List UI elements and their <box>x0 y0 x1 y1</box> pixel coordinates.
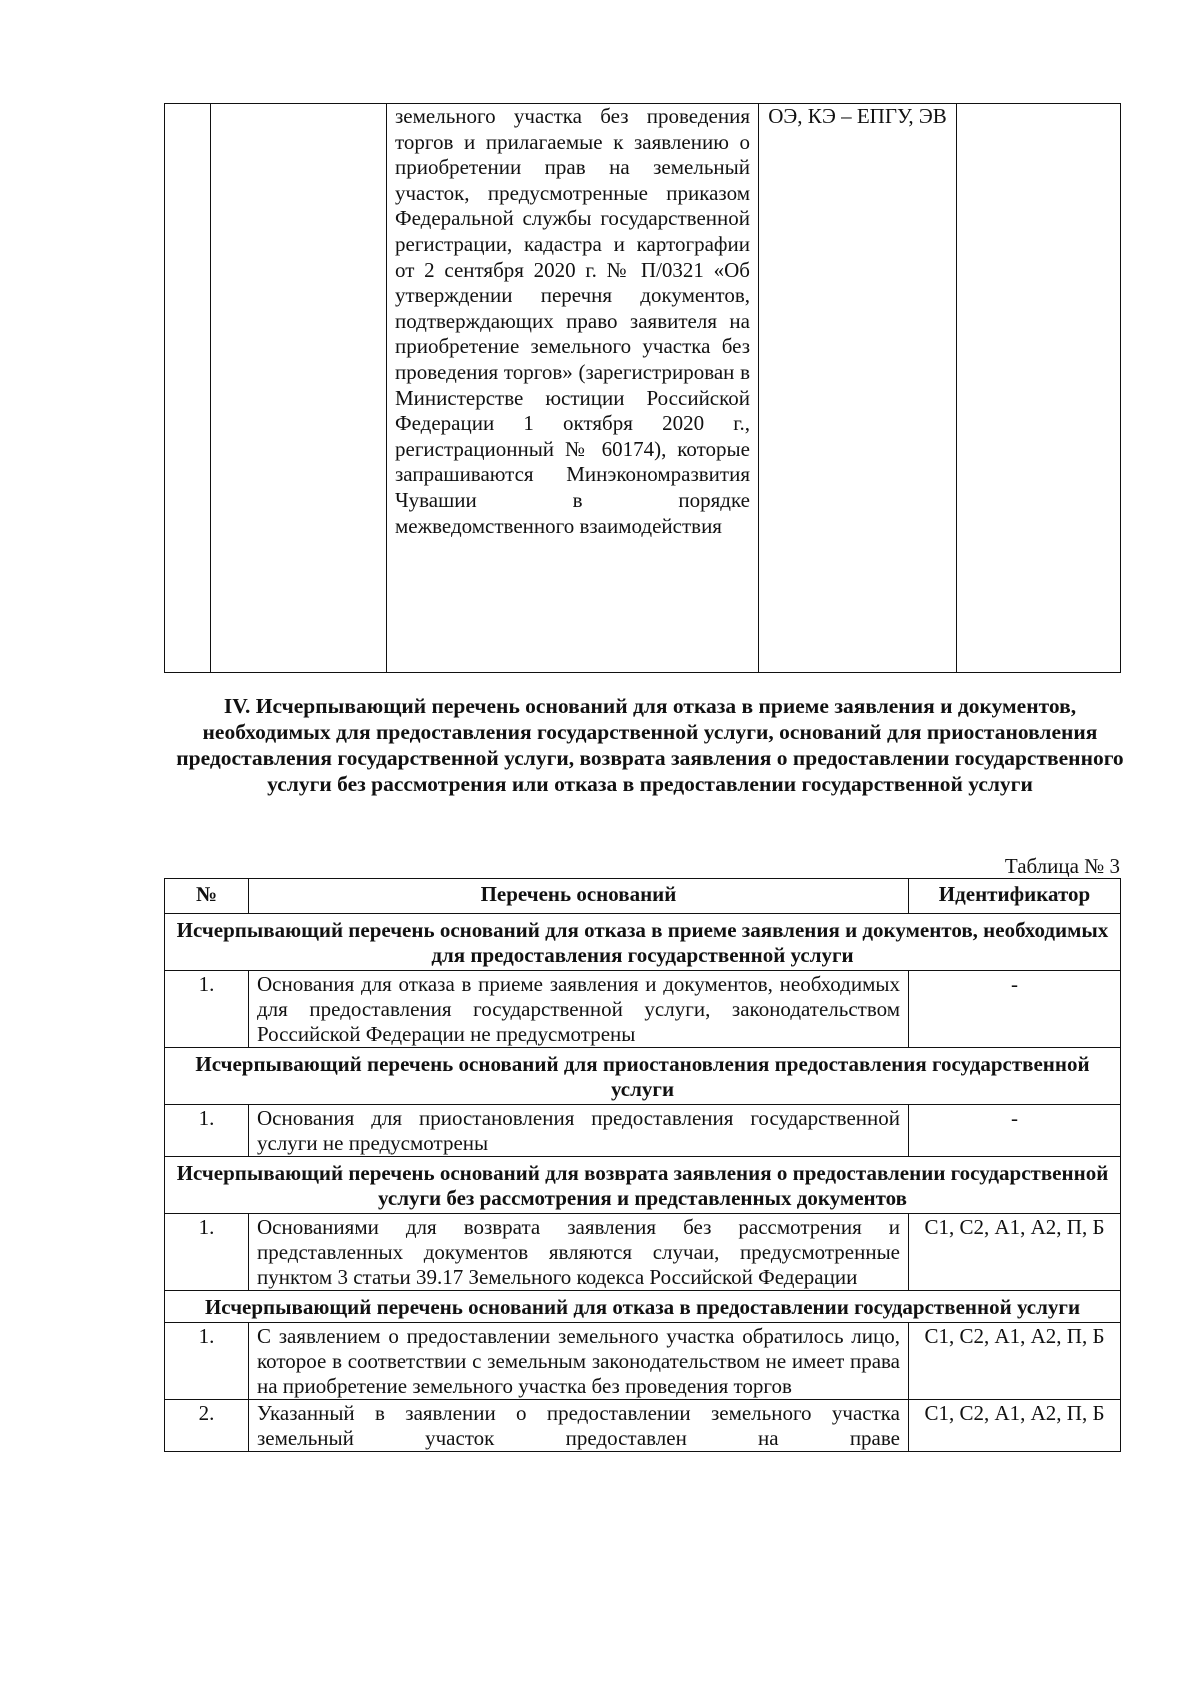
row-number: 2. <box>165 1400 249 1452</box>
ground-text: Основания для приостановления предоставления государственной услуги не предусмотрены <box>249 1105 909 1157</box>
table-row <box>165 1105 1121 1157</box>
group-title: Исчерпывающий перечень оснований для приостановления предоставления государственной услуги <box>165 1048 1121 1105</box>
submission-method: ОЭ, КЭ – ЕПГУ, ЭВ <box>759 104 957 673</box>
ground-identifier: С1, С2, А1, А2, П, Б <box>909 1214 1121 1291</box>
section-heading: IV. Исчерпывающий перечень оснований для отказа в приеме заявления и документов, необходимых для предоставления государственной услуги, оснований для приостановления предоставления государственной услуги, возврата заявления о предоставлении государственного услуги без рассмотрения или отказа в предоставлении государственной услуги <box>176 694 1124 796</box>
grounds-table <box>164 878 1121 1452</box>
row-number: 1. <box>165 1214 249 1291</box>
group-title: Исчерпывающий перечень оснований для возврата заявления о предоставлении государственной услуги без рассмотрения и представленных документов <box>165 1157 1121 1214</box>
column-header-grounds: Перечень оснований <box>249 879 909 914</box>
table-header-row <box>165 879 1121 914</box>
row-number: 1. <box>165 1323 249 1400</box>
group-header-row <box>165 1291 1121 1323</box>
ground-text: Основаниями для возврата заявления без рассмотрения и представленных документов являются случаи, предусмотренные пунктом 3 статьи 39.17 Земельного кодекса Российской Федерации <box>249 1214 909 1291</box>
ground-identifier: С1, С2, А1, А2, П, Б <box>909 1400 1121 1452</box>
table-row <box>165 104 1121 673</box>
table-row <box>165 1400 1121 1452</box>
document-description: земельного участка без проведения торгов и прилагаемые к заявлению о приобретении прав на земельный участок, предусмотренные приказом Федеральной службы государственной регистрации, кадастра и картографии от 2 сентября 2020 г. № П/0321 «Об утверждении перечня документов, подтверждающих право заявителя на приобретение земельного участка без проведения торгов» (зарегистрирован в Министерстве юстиции Российской Федерации 1 октября 2020 г., регистрационный № 60174), которые запрашиваются Минэкономразвития Чувашии в порядке межведомственного взаимодействия <box>387 104 759 673</box>
group-header-row <box>165 914 1121 971</box>
row-number: 1. <box>165 1105 249 1157</box>
column-header-identifier: Идентификатор <box>909 879 1121 914</box>
table-cell <box>211 104 387 673</box>
ground-text: Указанный в заявлении о предоставлении земельного участка земельный участок предоставлен на праве <box>249 1400 909 1452</box>
group-header-row <box>165 1157 1121 1214</box>
column-header-number: № <box>165 879 249 914</box>
ground-identifier: - <box>909 971 1121 1048</box>
table-row <box>165 1323 1121 1400</box>
table-caption: Таблица № 3 <box>1004 854 1120 878</box>
ground-identifier: С1, С2, А1, А2, П, Б <box>909 1323 1121 1400</box>
group-title: Исчерпывающий перечень оснований для отказа в приеме заявления и документов, необходимых для предоставления государственной услуги <box>165 914 1121 971</box>
row-number: 1. <box>165 971 249 1048</box>
group-title: Исчерпывающий перечень оснований для отказа в предоставлении государственной услуги <box>165 1291 1121 1323</box>
ground-text: С заявлением о предоставлении земельного участка обратилось лицо, которое в соответствии с земельным законодательством не имеет права на приобретение земельного участка без проведения торгов <box>249 1323 909 1400</box>
ground-text: Основания для отказа в приеме заявления и документов, необходимых для предоставления государственной услуги, законодательством Российской Федерации не предусмотрены <box>249 971 909 1048</box>
documents-table-continuation <box>164 103 1121 673</box>
table-row <box>165 971 1121 1048</box>
table-cell <box>957 104 1121 673</box>
group-header-row <box>165 1048 1121 1105</box>
table-row <box>165 1214 1121 1291</box>
table-cell <box>165 104 211 673</box>
ground-identifier: - <box>909 1105 1121 1157</box>
